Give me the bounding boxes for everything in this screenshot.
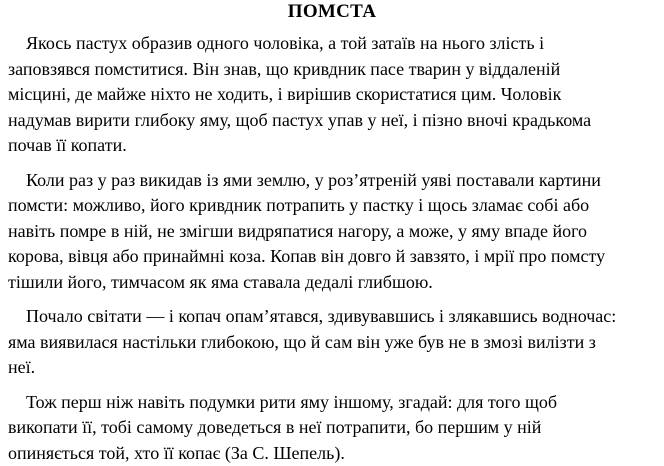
text-line: надумав вирити глибоку яму, щоб пастух упав у неї, і пізно вночі крадькома xyxy=(8,108,656,134)
paragraph-2 xyxy=(8,168,656,296)
text-line: яма виявилася настільки глибокою, що й сам він уже був не в змозі вилізти з xyxy=(8,330,656,356)
text-line: тішили його, тимчасом як яма ставала дедалі глибшою. xyxy=(8,270,656,296)
text-line: опиняється той, хто її копає (За С. Шепель). xyxy=(8,441,656,466)
text-line: заповзявся помститися. Він знав, що кривдник пасе тварин у віддаленій xyxy=(8,57,656,83)
paragraph-1 xyxy=(8,31,656,159)
document-title: ПОМСТА xyxy=(8,2,656,22)
text-line: корова, вівця або принаймні коза. Копав він довго й завзято, і мрії про помсту xyxy=(8,244,656,270)
text-line: викопати її, тобі самому доведеться в неї потрапити, бо першим у ній xyxy=(8,415,656,441)
paragraph-4 xyxy=(8,390,656,466)
text-line: Тож перш ніж навіть подумки рити яму іншому, згадай: для того щоб xyxy=(8,390,656,416)
text-line: Почало світати — і копач опам’ятався, здивувавшись і злякавшись водночас: xyxy=(8,304,656,330)
text-line: почав її копати. xyxy=(8,133,656,159)
text-line: Якось пастух образив одного чоловіка, а той затаїв на нього злість і xyxy=(8,31,656,57)
text-line: неї. xyxy=(8,355,656,381)
text-line: місцині, де майже ніхто не ходить, і вирішив скористатися цим. Чоловік xyxy=(8,82,656,108)
text-line: навіть помре в ній, не змігши видряпатися нагору, а може, у яму впаде його xyxy=(8,219,656,245)
text-line: Коли раз у раз викидав із ями землю, у роз’ятреній уяві поставали картини xyxy=(8,168,656,194)
text-line: помсти: можливо, його кривдник потрапить у пастку і щось зламає собі або xyxy=(8,193,656,219)
paragraph-3 xyxy=(8,304,656,381)
